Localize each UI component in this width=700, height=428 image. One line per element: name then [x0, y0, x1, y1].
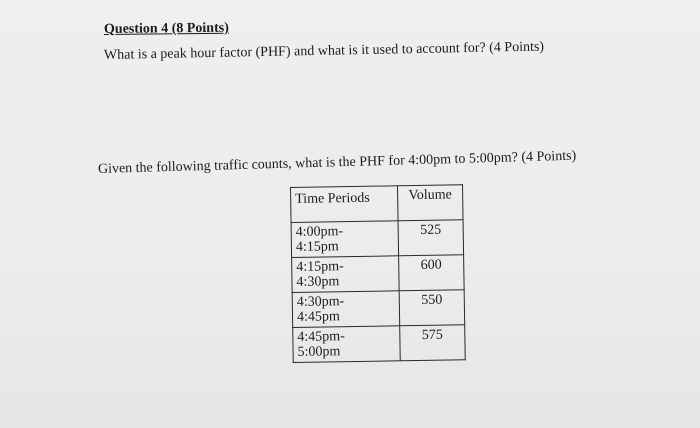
question-part-2: Given the following traffic counts, what is the PHF for 4:00pm to 5:00pm? (4 Points) — [97, 148, 577, 177]
period-end: 4:30pm — [296, 274, 340, 290]
period-start: 4:00pm- — [295, 224, 344, 240]
period-cell — [292, 291, 400, 328]
period-start: 4:15pm- — [296, 259, 344, 275]
traffic-count-table — [290, 184, 466, 363]
period-cell — [292, 256, 400, 293]
volume-cell: 525 — [398, 220, 464, 256]
volume-cell: 600 — [399, 255, 465, 291]
table-row — [293, 325, 466, 363]
question-part-1: What is a peak hour factor (PHF) and what is it used to account for? (4 Points) — [103, 39, 545, 63]
header-time-periods: Time Periods — [291, 186, 399, 223]
period-cell — [293, 326, 401, 363]
table-row — [291, 220, 464, 258]
period-start: 4:45pm- — [297, 329, 345, 345]
period-cell — [291, 221, 399, 258]
period-end: 5:00pm — [297, 344, 341, 360]
header-volume — [397, 185, 463, 221]
header-volume-label: Volume — [408, 187, 452, 204]
question-heading: Question 4 (8 Points) — [103, 20, 229, 37]
period-end: 4:45pm — [296, 309, 340, 325]
volume-cell: 575 — [400, 325, 466, 361]
table-header-row — [291, 185, 464, 223]
table-row — [292, 290, 465, 328]
period-end: 4:15pm — [295, 239, 339, 255]
table-row — [292, 255, 465, 293]
volume-cell: 550 — [399, 290, 465, 326]
period-start: 4:30pm- — [296, 294, 345, 310]
